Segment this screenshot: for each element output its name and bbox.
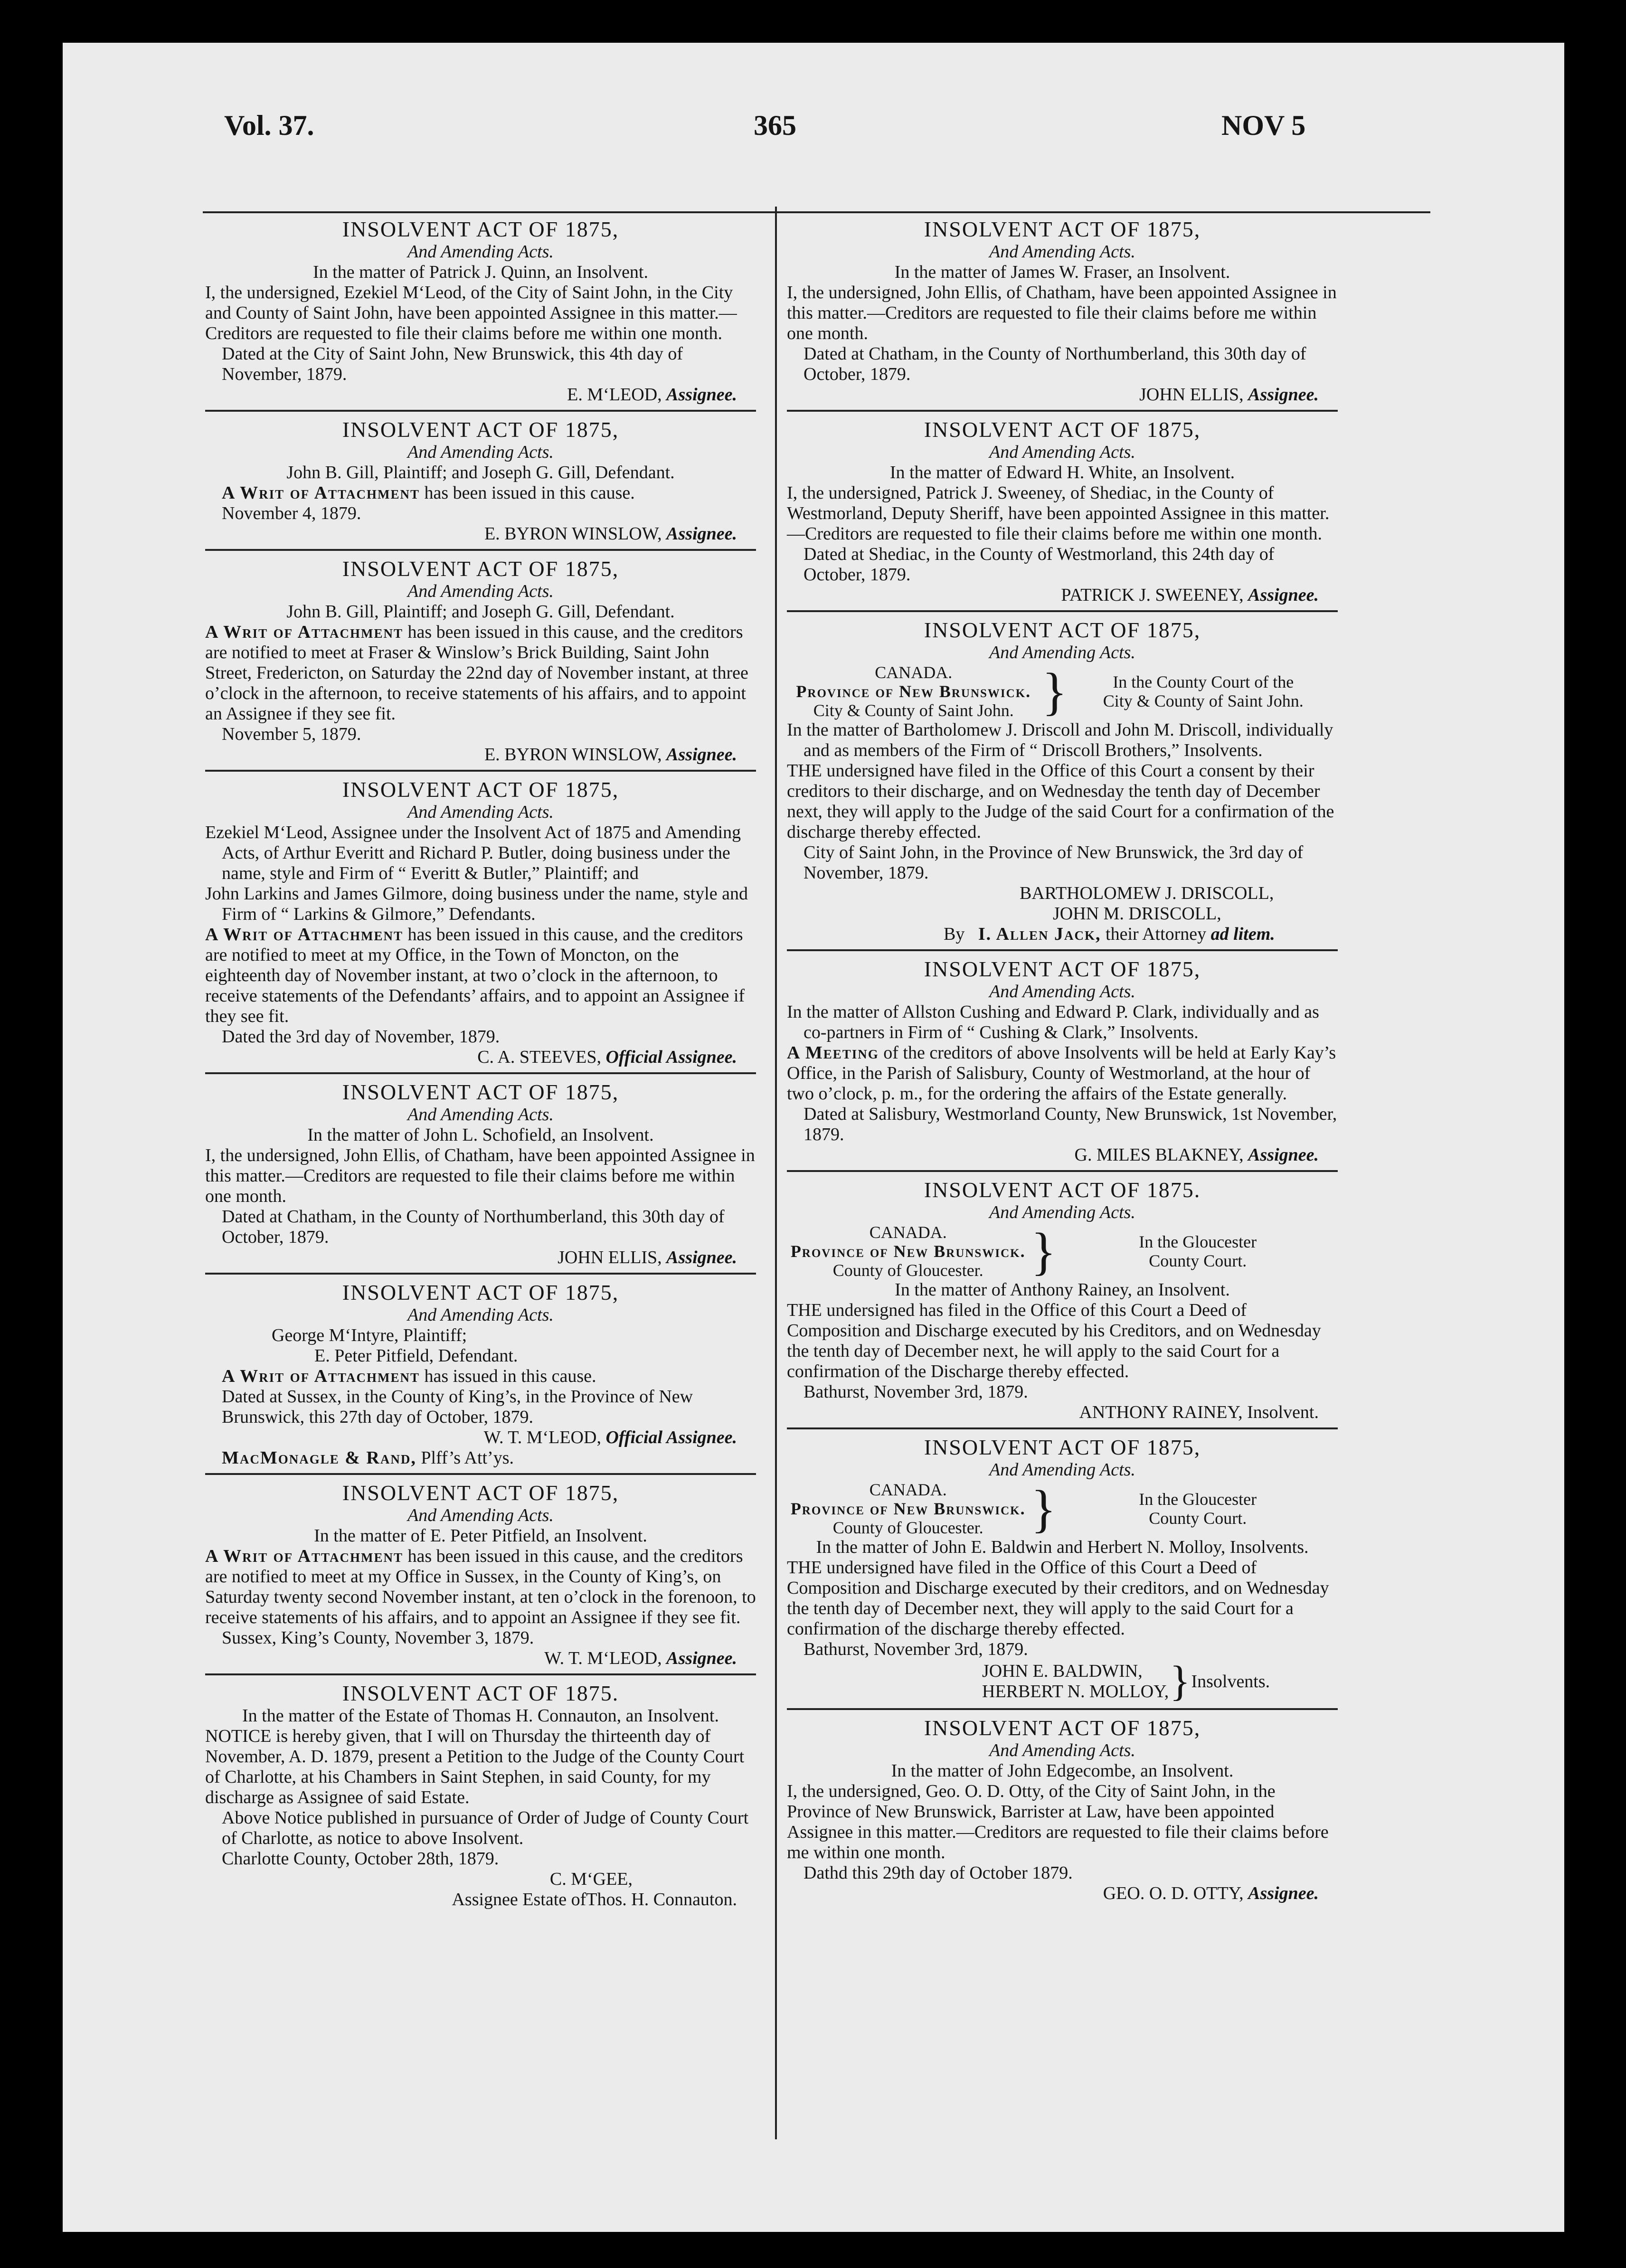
notice-matter: In the matter of John E. Baldwin and Herbert N. Molloy, Insolvents. — [816, 1537, 1309, 1557]
notice-title: INSOLVENT ACT OF 1875, — [342, 1481, 619, 1505]
attorney-line — [787, 924, 1338, 945]
notice-matter: In the matter of Patrick J. Quinn, an Insolvent. — [312, 262, 648, 282]
signature-name: W. T. M‘LEOD, — [483, 1427, 601, 1447]
attorneys-firm: MacMonagle & Rand, — [222, 1448, 416, 1468]
notice-parties: John B. Gill, Plaintiff; and Joseph G. Gill, Defendant. — [286, 602, 675, 622]
signature-name: C. M‘GEE, — [549, 1869, 633, 1889]
notice-title: INSOLVENT ACT OF 1875, — [342, 777, 619, 802]
writ-label: A Writ of Attachment — [222, 1366, 420, 1386]
notice-signature — [205, 1648, 756, 1669]
notice-signature: ANTHONY RAINEY, Insolvent. — [1079, 1402, 1319, 1422]
notice-signature — [205, 1427, 756, 1448]
attorney-role: their Attorney — [1106, 924, 1207, 944]
gazette-page — [63, 43, 1564, 2232]
signature-line-2: JOHN M. DRISCOLL, — [1053, 904, 1221, 924]
notice-subtitle: And Amending Acts. — [407, 1305, 554, 1325]
writ-label: A Writ of Attachment — [222, 483, 420, 503]
signature-name: JOHN ELLIS, — [1139, 385, 1244, 405]
meeting-label: A Meeting — [787, 1043, 879, 1063]
notice-subtitle: And Amending Acts. — [407, 802, 554, 822]
notice-matter: In the matter of John L. Schofield, an Insolvent. — [307, 1125, 654, 1145]
notice-signature — [787, 585, 1338, 605]
notice-subtitle: And Amending Acts. — [407, 1505, 554, 1525]
signature-name: W. T. M‘LEOD, — [544, 1648, 662, 1668]
notice-parties: John B. Gill, Plaintiff; and Joseph G. Gill, Defendant. — [286, 463, 675, 482]
notice-quinn — [205, 211, 756, 412]
left-column — [205, 211, 756, 1915]
notice-body — [787, 1043, 1338, 1104]
notice-body — [205, 925, 756, 1027]
notice-subtitle: And Amending Acts. — [989, 1460, 1135, 1480]
notice-title: INSOLVENT ACT OF 1875, — [924, 1716, 1201, 1740]
notice-title: INSOLVENT ACT OF 1875, — [924, 1435, 1201, 1459]
signature-role: Assignee. — [666, 1247, 737, 1267]
right-column — [787, 211, 1338, 1909]
notice-subtitle: And Amending Acts. — [407, 242, 554, 262]
notice-matter: In the matter of Allston Cushing and Edward P. Clark, individually and as co-partners in Firm of “ Cushing & Clark,” Insolvents. — [787, 1002, 1319, 1042]
notice-body: I, the undersigned, Ezekiel M‘Leod, of the City of Saint John, in the City and County of Saint John, have been appointed Assignee in this matter.—Creditors are requested to file their claims before me within one month. — [205, 283, 737, 343]
signature-name: GEO. O. D. OTTY, — [1103, 1883, 1244, 1903]
notice-title: INSOLVENT ACT OF 1875, — [342, 1280, 619, 1304]
notice-dated: Charlotte County, October 28th, 1879. — [222, 1849, 499, 1869]
writ-text: has been issued in this cause, and the creditors are notified to meet at my Office, in the Town of Moncton, on the eighteenth day of November instant, at two o’clock in the afternoon, to receive statements of the Defendants’ affairs, and to appoint an Assignee if they see fit. — [205, 925, 745, 1026]
notice-body: I, the undersigned, Geo. O. D. Otty, of the City of Saint John, in the Province of New Brunswick, Barrister at Law, have been appointed Assignee in this matter.—Creditors are requested to file their claims before me within one month. — [787, 1781, 1329, 1862]
notice-signature — [205, 745, 756, 765]
court-caption — [787, 663, 1338, 720]
notice-mcintyre — [205, 1275, 756, 1475]
notice-subtitle: And Amending Acts. — [407, 581, 554, 601]
notice-dated: Bathurst, November 3rd, 1879. — [804, 1382, 1028, 1402]
notice-title: INSOLVENT ACT OF 1875, — [342, 417, 619, 442]
caption-brace: } — [1030, 1480, 1056, 1538]
notice-dated: Dated at Chatham, in the County of Northumberland, this 30th day of October, 1879. — [804, 344, 1306, 384]
notice-body: THE undersigned have filed in the Office of this Court a consent by their creditors to their discharge, and on Wednesday the tenth day of December next, they will apply to the Judge of the said Court for a confirmation of the discharge thereby effected. — [787, 761, 1334, 842]
writ-label: A Writ of Attachment — [205, 925, 404, 945]
notice-subtitle: And Amending Acts. — [407, 1105, 554, 1125]
caption-canada: CANADA. — [869, 1480, 947, 1499]
notice-white — [787, 412, 1338, 612]
writ-label: A Writ of Attachment — [205, 1546, 404, 1566]
notice-dated: Sussex, King’s County, November 3, 1879. — [222, 1628, 534, 1648]
notice-defendant: E. Peter Pitfield, Defendant. — [314, 1346, 518, 1366]
signature-line-1: BARTHOLOMEW J. DRISCOLL, — [1020, 883, 1274, 903]
caption-right — [1058, 1223, 1338, 1280]
signature-brace: } — [1170, 1658, 1191, 1705]
signature-role: Assignee Estate ofThos. H. Connauton. — [452, 1890, 737, 1909]
signature-role: Insolvents. — [1191, 1671, 1270, 1692]
volume-label: Vol. 37. — [224, 110, 314, 141]
caption-left — [787, 1480, 1029, 1537]
signature-name: JOHN ELLIS, — [558, 1247, 662, 1267]
caption-canada: CANADA. — [875, 663, 953, 682]
signature-role: Official Assignee. — [605, 1427, 737, 1447]
signature-role: Assignee. — [1248, 585, 1319, 605]
signature-name: PATRICK J. SWEENEY, — [1061, 585, 1244, 605]
notice-body: THE undersigned has filed in the Office of this Court a Deed of Composition and Discharge executed by his Creditors, and on Wednesday the tenth day of December next, he will apply to the said Court for a confirmation of the Discharge thereby effected. — [787, 1300, 1321, 1381]
notice-title: INSOLVENT ACT OF 1875, — [342, 1080, 619, 1104]
notice-subtitle: And Amending Acts. — [989, 1202, 1135, 1222]
signature-line-2: HERBERT N. MOLLOY, — [982, 1682, 1169, 1701]
notice-matter: In the matter of Edward H. White, an Insolvent. — [889, 463, 1235, 482]
signature-role: Assignee. — [1248, 385, 1319, 405]
signature-role: Assignee. — [666, 745, 737, 765]
notice-dated: Dated at Salisbury, Westmorland County, New Brunswick, 1st November, 1879. — [804, 1104, 1337, 1144]
notice-schofield — [205, 1074, 756, 1275]
notice-matter: In the matter of James W. Fraser, an Insolvent. — [894, 262, 1230, 282]
caption-county: City & County of Saint John. — [813, 701, 1014, 720]
notice-subtitle: And Amending Acts. — [989, 442, 1135, 462]
caption-court-2: City & County of Saint John. — [1103, 691, 1304, 710]
notice-signature — [205, 385, 756, 405]
notice-title: INSOLVENT ACT OF 1875, — [342, 217, 619, 241]
notice-fraser — [787, 211, 1338, 412]
caption-county: County of Gloucester. — [832, 1518, 983, 1537]
notice-signature — [787, 1145, 1338, 1165]
caption-court-2: County Court. — [1149, 1509, 1247, 1528]
writ-text: has been issued in this cause. — [424, 483, 635, 503]
signature-role: Assignee. — [1248, 1145, 1319, 1165]
by-label: By — [944, 924, 965, 944]
notice-connauton — [205, 1675, 756, 1915]
writ-text: has been issued in this cause, and the creditors are notified to meet at Fraser & Winslow’s Brick Building, Saint John Street, Fredericton, on Saturday the 22nd day of November instant, at three o’clock in the afternoon, to receive statements of his affairs, and to appoint an Assignee if they see fit. — [205, 622, 748, 724]
notice-defendants: John Larkins and James Gilmore, doing business under the name, style and Firm of “ Larkins & Gilmore,” Defendants. — [205, 884, 748, 924]
notice-body: THE undersigned have filed in the Office of this Court a Deed of Composition and Discharge executed by their creditors, and on Wednesday the tenth day of December next, they will apply to the said Court for a confirmation of the discharge thereby effected. — [787, 1558, 1329, 1639]
caption-right — [1069, 663, 1338, 720]
signature-name: E. M‘LEOD, — [567, 385, 662, 405]
caption-court-1: In the Gloucester — [1139, 1232, 1257, 1251]
notice-title: INSOLVENT ACT OF 1875, — [924, 417, 1201, 442]
signature-role: Assignee. — [666, 524, 737, 544]
notice-date: November 4, 1879. — [222, 503, 361, 523]
notice-title: INSOLVENT ACT OF 1875, — [924, 618, 1201, 642]
joint-signature — [982, 1660, 1270, 1703]
notice-matter: In the matter of Anthony Rainey, an Insolvent. — [895, 1280, 1230, 1300]
signature-role: Official Assignee. — [605, 1047, 737, 1067]
notice-attorneys — [205, 1448, 756, 1468]
notice-body — [205, 622, 756, 724]
caption-court-1: In the Gloucester — [1139, 1490, 1257, 1509]
notice-everitt — [205, 772, 756, 1074]
notice-signature — [787, 1883, 1338, 1904]
signature-name: E. BYRON WINSLOW, — [484, 745, 662, 765]
caption-court-1: In the County Court of the — [1113, 672, 1294, 691]
ad-litem: ad litem. — [1210, 924, 1275, 944]
signature-name: E. BYRON WINSLOW, — [484, 524, 662, 544]
caption-left — [787, 663, 1040, 720]
notice-matter: In the matter of John Edgecombe, an Insolvent. — [891, 1761, 1234, 1781]
notice-matter: In the matter of E. Peter Pitfield, an Insolvent. — [314, 1526, 647, 1546]
notice-edgecombe — [787, 1710, 1338, 1909]
caption-province: Province of New Brunswick. — [790, 1499, 1026, 1518]
signature-role: Assignee. — [1248, 1883, 1319, 1903]
attorneys-label: Plff’s Att’ys. — [421, 1448, 514, 1468]
caption-brace: } — [1042, 662, 1067, 720]
notice-baldwin — [787, 1429, 1338, 1710]
notice-title: INSOLVENT ACT OF 1875. — [342, 1681, 619, 1705]
notice-dated: Dated the 3rd day of November, 1879. — [222, 1027, 500, 1047]
notice-gill-1 — [205, 412, 756, 551]
notice-title: INSOLVENT ACT OF 1875, — [342, 557, 619, 581]
joint-signature-names — [982, 1660, 1169, 1703]
notice-title: INSOLVENT ACT OF 1875, — [924, 217, 1201, 241]
notice-dated: Dated at Shediac, in the County of Westmorland, this 24th day of October, 1879. — [804, 544, 1275, 585]
notice-pitfield — [205, 1475, 756, 1675]
notice-body-2: Above Notice published in pursuance of Order of Judge of County Court of Charlotte, as notice to above Insolvent. — [222, 1808, 749, 1848]
notice-subtitle: And Amending Acts. — [989, 242, 1135, 262]
meeting-text: of the creditors of above Insolvents will be held at Early Kay’s Office, in the Parish of Salisbury, County of Westmorland, at the hour of two o’clock, p. m., for the ordering the affairs of the Estate generally. — [787, 1043, 1336, 1104]
notice-body: I, the undersigned, John Ellis, of Chatham, have been appointed Assignee in this matter.—Creditors are requested to file their claims before me within one month. — [787, 283, 1337, 343]
page-number: 365 — [754, 110, 796, 141]
notice-body: I, the undersigned, John Ellis, of Chatham, have been appointed Assignee in this matter.—Creditors are requested to file their claims before me within one month. — [205, 1145, 755, 1206]
notice-dated: City of Saint John, in the Province of New Brunswick, the 3rd day of November, 1879. — [804, 842, 1304, 883]
notice-driscoll — [787, 612, 1338, 951]
notice-title: INSOLVENT ACT OF 1875. — [924, 1178, 1201, 1202]
signature-role: Assignee. — [666, 1648, 737, 1668]
notice-matter: In the matter of the Estate of Thomas H. Connauton, an Insolvent. — [242, 1706, 719, 1726]
notice-gill-2 — [205, 551, 756, 772]
notice-body — [205, 483, 756, 503]
notice-body: I, the undersigned, Patrick J. Sweeney, of Shediac, in the County of Westmorland, Deputy Sheriff, have been appointed Assignee in this matter.—Creditors are requested to file their claims before me within one month. — [787, 483, 1330, 544]
notice-title: INSOLVENT ACT OF 1875, — [924, 957, 1201, 981]
caption-brace: } — [1030, 1222, 1056, 1280]
writ-text: has issued in this cause. — [424, 1366, 596, 1386]
notice-body — [205, 1366, 756, 1387]
signature-name: G. MILES BLAKNEY, — [1074, 1145, 1244, 1165]
notice-plaintiffs: Ezekiel M‘Leod, Assignee under the Insolvent Act of 1875 and Amending Acts, of Arthur Everitt and Richard P. Butler, doing business under the name, style and Firm of “ Everitt & Butler,” Plaintiff; and — [205, 822, 741, 883]
notice-signature — [205, 524, 756, 544]
writ-label: A Writ of Attachment — [205, 622, 404, 642]
attorney-name: I. Allen Jack, — [978, 924, 1101, 944]
column-divider — [775, 207, 777, 2139]
signature-line-1: JOHN E. BALDWIN, — [982, 1661, 1143, 1681]
notice-plaintiff: George M‘Intyre, Plaintiff; — [272, 1325, 467, 1345]
signature-role: Assignee. — [666, 385, 737, 405]
notice-subtitle: And Amending Acts. — [989, 982, 1135, 1002]
caption-court-2: County Court. — [1149, 1251, 1247, 1270]
caption-left — [787, 1223, 1029, 1280]
notice-subtitle: And Amending Acts. — [989, 1740, 1135, 1760]
caption-province: Province of New Brunswick. — [790, 1242, 1026, 1261]
issue-date: NOV 5 — [1221, 110, 1306, 141]
notice-dated: Dated at Sussex, in the County of King’s, in the Province of New Brunswick, this 27th day of October, 1879. — [222, 1387, 693, 1427]
notice-date: November 5, 1879. — [222, 724, 361, 744]
notice-subtitle: And Amending Acts. — [407, 442, 554, 462]
notice-body — [205, 1546, 756, 1628]
notice-subtitle: And Amending Acts. — [989, 643, 1135, 662]
notice-matter: In the matter of Bartholomew J. Driscoll and John M. Driscoll, individually and as members of the Firm of “ Driscoll Brothers,” Insolvents. — [787, 720, 1333, 760]
writ-text: has been issued in this cause, and the creditors are notified to meet at my Office in Sussex, in the County of King’s, on Saturday twenty second November instant, at ten o’clock in the forenoon, to receive statements of his affairs, and to appoint an Assignee if they see fit. — [205, 1546, 756, 1627]
notice-signature — [205, 1247, 756, 1268]
notice-signature — [205, 1047, 756, 1068]
caption-canada: CANADA. — [869, 1223, 947, 1242]
caption-right — [1058, 1480, 1338, 1537]
caption-province: Province of New Brunswick. — [796, 682, 1031, 701]
notice-dated: Dated at the City of Saint John, New Brunswick, this 4th day of November, 1879. — [222, 344, 683, 384]
notice-body: NOTICE is hereby given, that I will on Thursday the thirteenth day of November, A. D. 1879, present a Petition to the Judge of the County Court of Charlotte, at his Chambers in Saint Stephen, in said County, for my discharge as Assignee of said Estate. — [205, 1726, 745, 1807]
notice-dated: Bathurst, November 3rd, 1879. — [804, 1639, 1028, 1659]
notice-rainey — [787, 1172, 1338, 1429]
court-caption — [787, 1223, 1338, 1280]
signature-name: C. A. STEEVES, — [477, 1047, 601, 1067]
notice-dated: Dathd this 29th day of October 1879. — [804, 1863, 1073, 1883]
court-caption — [787, 1480, 1338, 1537]
caption-county: County of Gloucester. — [832, 1261, 983, 1280]
notice-signature — [787, 385, 1338, 405]
notice-cushing — [787, 951, 1338, 1172]
notice-dated: Dated at Chatham, in the County of Northumberland, this 30th day of October, 1879. — [222, 1207, 725, 1247]
